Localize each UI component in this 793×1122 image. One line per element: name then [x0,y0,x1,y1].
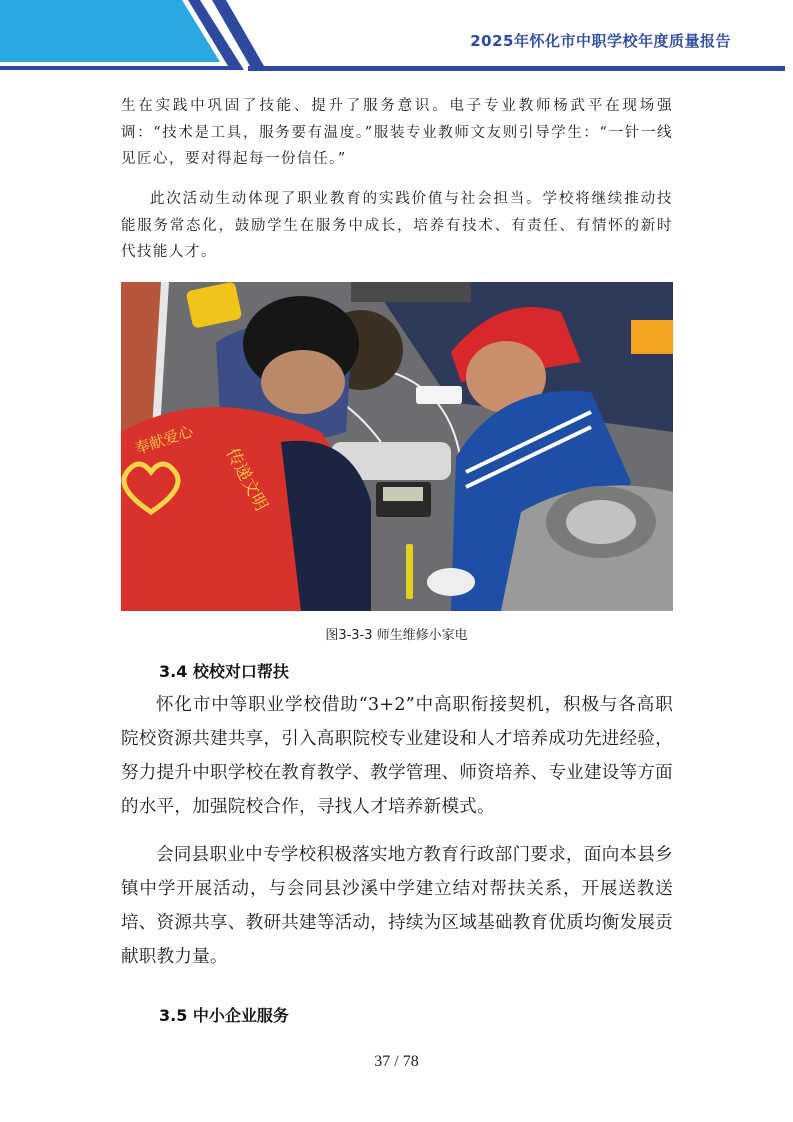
report-title: 2025年怀化市中职学校年度质量报告 [470,32,731,50]
figure-caption: 图3-3-3 师生维修小家电 [325,628,468,643]
photo-repair-activity [121,282,673,611]
paragraph-continued: 生在实践中巩固了技能、提升了服务意识。电子专业教师杨武平在现场强调：“技术是工具，服务要有温度。”服装专业教师文友则引导学生：“一针一线见匠心，要对得起每一份信任。” [121,98,673,167]
paragraph-summary: 此次活动生动体现了职业教育的实践价值与社会担当。学校将继续推动技能服务常态化，鼓励学生在服务中成长，培养有技术、有责任、有情怀的新时代技能人才。 [121,191,673,260]
header-rule [248,66,785,71]
section-heading-3-5: 3.5 中小企业服务 [159,1006,289,1025]
header-cyan-band [0,0,220,62]
paragraph-3-4-b: 会同县职业中专学校积极落实地方教育行政部门要求，面向本县乡镇中学开展活动，与会同县沙溪中学建立结对帮扶关系，开展送教送培、资源共享、教研共建等活动，持续为区域基础教育优质均衡发展贡献职教力量。 [121,845,673,967]
paragraph-3-4-a: 怀化市中等职业学校借助“3+2”中高职衔接契机，积极与各高职院校资源共建共享，引入高职院校专业建设和人才培养成功先进经验，努力提升中职学校在教育教学、教学管理、师资培养、专业建设等方面的水平，加强院校合作，寻找人才培养新模式。 [121,695,673,817]
photo-illustration [121,282,673,611]
section-heading-3-4: 3.4 校校对口帮扶 [159,662,289,681]
page-number: 37 / 78 [374,1053,419,1070]
vest-text-love: 奉献爱心 [132,422,196,458]
vest-text-civility: 传递文明 [221,444,272,515]
